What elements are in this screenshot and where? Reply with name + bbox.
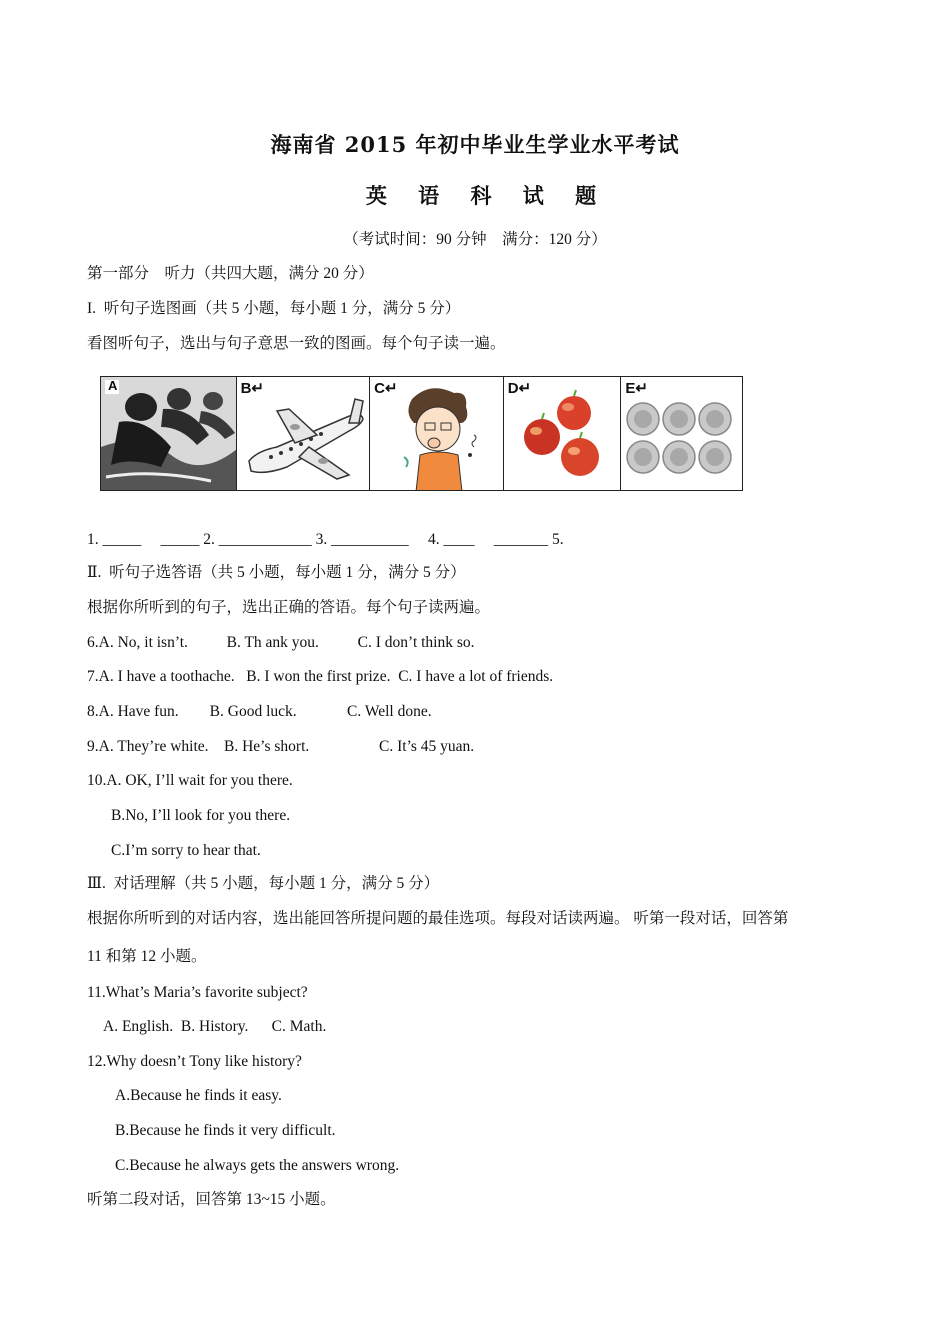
- picture-a: [101, 377, 237, 490]
- question-12-option-c: C.Because he always gets the answers wrong.: [115, 1157, 400, 1174]
- question-12-option-b: B.Because he finds it very difficult.: [115, 1122, 336, 1139]
- exam-title: 海南省 2015 年初中毕业生学业水平考试: [270, 132, 680, 157]
- question-10: 10.A. OK, I’ll wait for you there.: [87, 772, 293, 789]
- picture-a-label: A: [108, 378, 118, 393]
- picture-d: [504, 377, 622, 490]
- question-10-option-c: C.I’m sorry to hear that.: [111, 842, 261, 859]
- section1-instruction: 看图听句子，选出与句子意思一致的图画。每个句子读一遍。: [87, 335, 506, 352]
- exam-subject: 英 语 科 试 题: [365, 183, 609, 208]
- picture-e-label: E↵: [625, 380, 648, 397]
- section2-heading: Ⅱ. 听句子选答语（共 5 小题，每小题 1 分，满分 5 分）: [87, 564, 466, 581]
- picture-strip: [100, 376, 743, 491]
- question-7: 7.A. I have a toothache. B. I won the first prize. C. I have a lot of friends.: [87, 668, 554, 685]
- section1-heading: I. 听句子选图画（共 5 小题，每小题 1 分，满分 5 分）: [87, 300, 461, 317]
- dialog-2-instruction: 听第二段对话，回答第 13~15 小题。: [87, 1191, 336, 1208]
- question-11: 11.What’s Maria’s favorite subject?: [87, 984, 308, 1001]
- question-8: 8.A. Have fun. B. Good luck. C. Well done.: [87, 703, 432, 720]
- section3-instruction-2: 11 和第 12 小题。: [87, 948, 207, 965]
- speed-skaters-icon: [101, 377, 237, 490]
- exam-info: （考试时间：90 分钟 满分：120 分）: [343, 231, 607, 248]
- picture-c-label: C↵: [374, 380, 398, 397]
- question-9: 9.A. They’re white. B. He’s short. C. It’s 45 yuan.: [87, 738, 475, 755]
- question-10-option-b: B.No, I’ll look for you there.: [111, 807, 291, 824]
- question-12-option-a: A.Because he finds it easy.: [115, 1087, 282, 1104]
- picture-e: [621, 377, 742, 490]
- section3-instruction-1: 根据你所听到的对话内容，选出能回答所提问题的最佳选项。每段对话读两遍。 听第一段对话，回答第: [87, 910, 789, 927]
- picture-b: [237, 377, 371, 490]
- question-6: 6.A. No, it isn’t. B. Th ank you. C. I don’t think so.: [87, 634, 475, 651]
- part1-heading: 第一部分 听力（共四大题，满分 20 分）: [87, 265, 374, 282]
- question-11-options: A. English. B. History. C. Math.: [103, 1018, 327, 1035]
- picture-b-label: B↵: [240, 380, 264, 397]
- picture-d-label: D↵: [507, 380, 532, 397]
- section3-heading: Ⅲ. 对话理解（共 5 小题，每小题 1 分，满分 5 分）: [87, 875, 440, 892]
- section2-instruction: 根据你所听到的句子，选出正确的答语。每个句子读两遍。: [87, 599, 491, 616]
- answer-line: 1. _____ _____ 2. ____________ 3. __________ 4. ____ _______ 5.: [87, 531, 564, 548]
- picture-c: [370, 377, 504, 490]
- question-12: 12.Why doesn’t Tony like history?: [87, 1053, 302, 1070]
